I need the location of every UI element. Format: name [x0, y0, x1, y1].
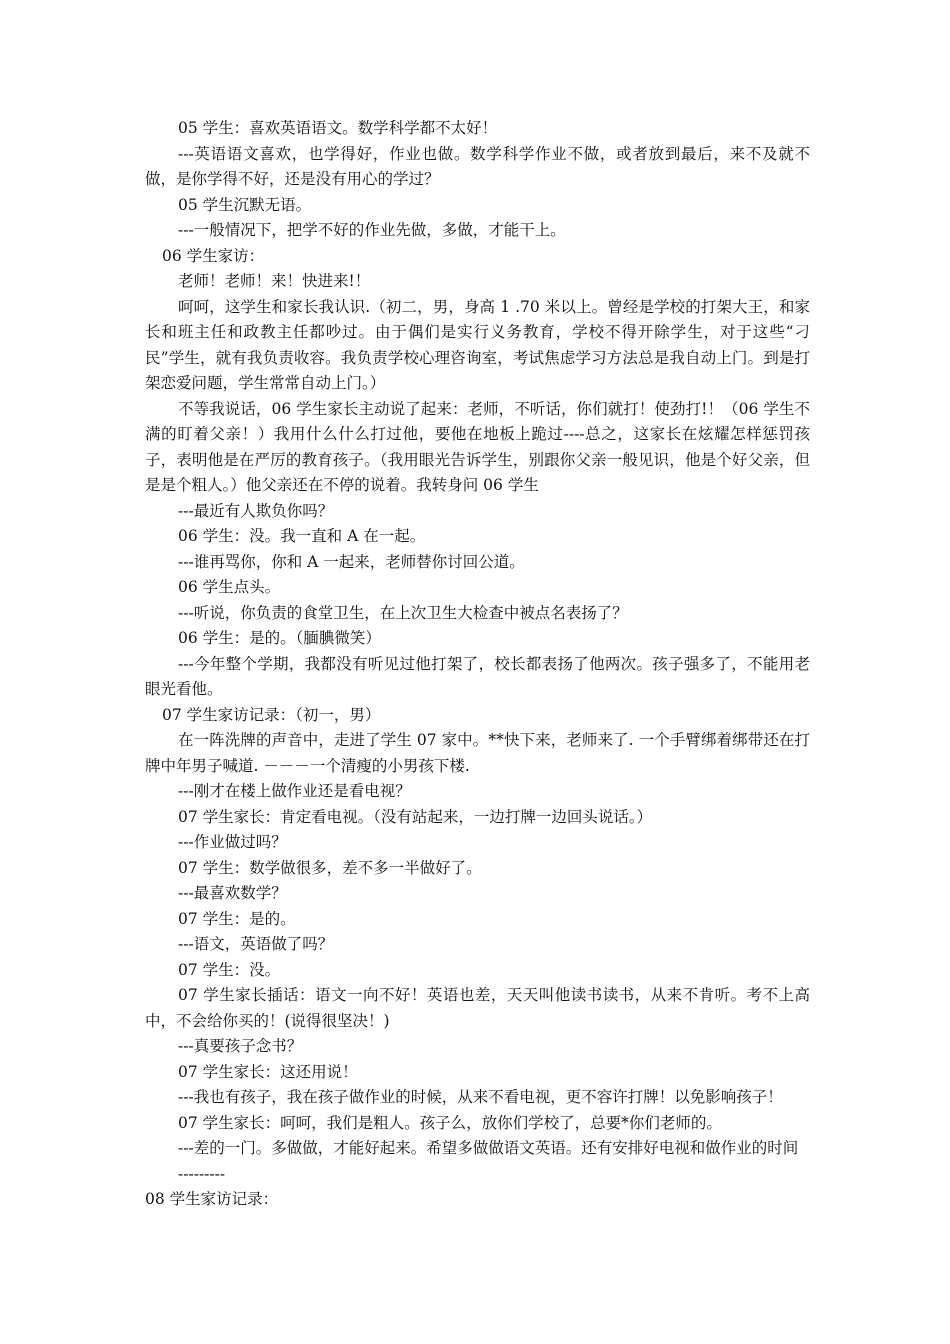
section-heading: 08 学生家访记录： — [145, 1190, 279, 1208]
paragraph: ---听说，你负责的食堂卫生，在上次卫生大检查中被点名表扬了？ — [178, 603, 628, 622]
paragraph: 07 学生：是的。 — [178, 909, 296, 928]
paragraph: ---作业做过吗？ — [178, 833, 287, 851]
paragraph: 06 学生点头。 — [178, 578, 281, 596]
paragraph: 05 学生：喜欢英语语文。数学科学都不太好！ — [178, 119, 498, 137]
document-body — [145, 116, 810, 1213]
paragraph: 07 学生家长：这还用说！ — [178, 1062, 358, 1081]
paragraph: 07 学生家长：肯定看电视。（没有站起来，一边打牌一边回头说话。） — [178, 807, 653, 826]
paragraph: ---语文，英语做了吗？ — [178, 935, 334, 953]
paragraph: ---今年整个学期，我都没有听见过他打架了，校长都表扬了他两次。孩子强多了，不能用老眼光看他。 — [145, 654, 810, 698]
paragraph: ---最喜欢数学？ — [178, 884, 287, 902]
paragraph: ---最近有人欺负你吗？ — [178, 501, 334, 520]
paragraph: 呵呵，这学生和家长我认识.（初二，男，身高 1 .70 米以上。曾经是学校的打架大王，和家长和班主任和政教主任都吵过。由于偶们是实行义务教育，学校不得开除学生，对于这些“刁民”学生，就有我负责收容。我负责学校心理咨询室，考试焦虑学习方法总是我自动上门。到是打架恋爱问题，学生常常自动上门。） — [145, 297, 810, 392]
paragraph: ---真要孩子念书？ — [178, 1037, 303, 1055]
paragraph: ---刚才在楼上做作业还是看电视？ — [178, 782, 411, 800]
paragraph: 07 学生：没。 — [178, 960, 281, 979]
paragraph: ---英语语文喜欢，也学得好，作业也做。数学科学作业不做，或者放到最后，来不及就不做，是你学得不好，还是没有用心的学过？ — [145, 144, 810, 188]
paragraph: 不等我说话，06 学生家长主动说了起来：老师，不听话，你们就打！使劲打!！（06 学生不满的盯着父亲！）我用什么什么打过他，要他在地板上跪过----总之，这家长在炫耀怎样惩罚孩子，表明他是在严厉的教育孩子。（我用眼光告诉学生，别跟你父亲一般见识，他是个好父亲，但是是个粗人。）他父亲还在不停的说着。我转身问 06 学生 — [145, 399, 810, 494]
paragraph: 06 学生：是的。（腼腆微笑） — [178, 629, 381, 647]
paragraph: 05 学生沉默无语。 — [178, 195, 312, 214]
paragraph: 07 学生：数学做很多，差不多一半做好了。 — [178, 858, 482, 877]
section-divider: --------- — [178, 1164, 226, 1183]
paragraph: ---差的一门。多做做，才能好起来。希望多做做语文英语。还有安排好电视和做作业的时间 — [178, 1139, 799, 1157]
paragraph: 06 学生：没。我一直和 A 在一起。 — [178, 527, 426, 545]
paragraph: 老师！老师！来！快进来!！ — [178, 272, 371, 290]
section-heading: 07 学生家访记录：（初一，男） — [162, 705, 381, 724]
paragraph: ---一般情况下，把学不好的作业先做，多做，才能干上。 — [178, 221, 566, 239]
paragraph: 07 学生家长：呵呵，我们是粗人。孩子么，放你们学校了，总要*你们老师的。 — [178, 1113, 722, 1132]
section-heading: 06 学生家访： — [162, 246, 265, 265]
paragraph: 在一阵洗牌的声音中，走进了学生 07 家中。**快下来，老师来了. 一个手臂绑着绑带还在打牌中年男子喊道. －－－一个清瘦的小男孩下楼. — [145, 731, 810, 775]
paragraph: 07 学生家长插话：语文一向不好！英语也差，天天叫他读书读书，从来不肯听。考不上高中，不会给你买的！(说得很坚决！) — [145, 986, 810, 1030]
paragraph: ---谁再骂你，你和 A 一起来，老师替你讨回公道。 — [178, 552, 525, 571]
paragraph: ---我也有孩子，我在孩子做作业的时候，从来不看电视，更不容许打牌！以免影响孩子！ — [178, 1088, 783, 1106]
